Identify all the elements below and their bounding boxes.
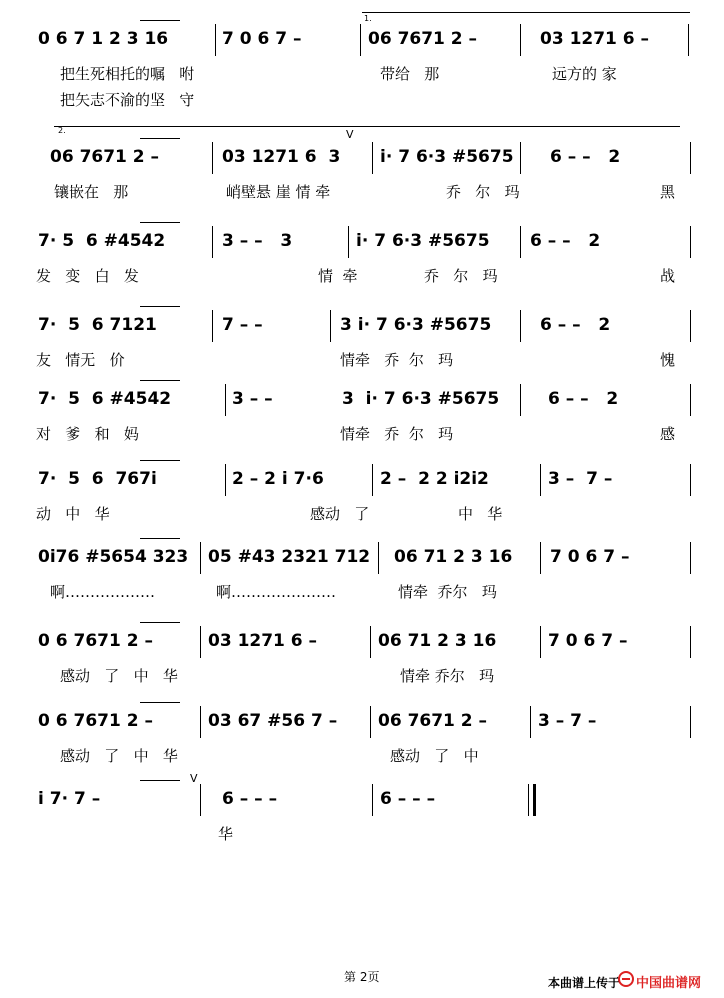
note-group: 2 – 2 2 i2i2	[380, 469, 489, 489]
bar-line	[540, 464, 541, 496]
note-group: i 7· 7 –	[38, 789, 101, 809]
note-group: 3 – 7 –	[538, 711, 597, 731]
bar-line	[200, 784, 201, 816]
bar-line	[520, 24, 521, 56]
note-group: 3 – –	[232, 389, 273, 409]
volta-1-bracket	[362, 12, 690, 13]
note-group: 03 67 #56 7 –	[208, 711, 338, 731]
note-group: 06 71 2 3 16	[378, 631, 497, 651]
note-group: i· 7 6·3 #5675	[356, 231, 490, 251]
breath-mark: V	[346, 128, 354, 141]
lyric-line: 情牵 乔尔 玛	[400, 667, 495, 685]
bar-line	[212, 310, 213, 342]
lyric-line: 对 爹 和 妈	[36, 425, 139, 443]
note-group: 6 – – –	[222, 789, 278, 809]
bar-line	[215, 24, 216, 56]
lyric-line: 华	[218, 825, 234, 843]
bar-line	[372, 464, 373, 496]
bar-line	[520, 384, 521, 416]
breath-mark: V	[190, 772, 198, 785]
slur-line	[140, 380, 180, 381]
note-group: 7· 5 6 #4542	[38, 231, 166, 251]
bar-line	[360, 24, 361, 56]
bar-line	[690, 142, 691, 174]
slur-line	[140, 538, 180, 539]
lyric-line: 战	[660, 267, 676, 285]
note-group: 0i76 #5654 323	[38, 547, 189, 567]
upload-note: 本曲谱上传于	[548, 976, 621, 990]
lyric-line: 情 牵	[318, 267, 358, 285]
note-group: 06 7671 2 –	[50, 147, 160, 167]
lyric-line: 啊…………………	[216, 583, 337, 601]
note-group: 0 6 7 1 2 3 16	[38, 29, 169, 49]
slur-line	[140, 222, 180, 223]
lyric-line: 黑	[660, 183, 676, 201]
note-group: 6 – – –	[380, 789, 436, 809]
lyric-line: 愧	[660, 351, 676, 369]
final-barline	[528, 784, 529, 816]
lyric-line-verse2: 把矢志不渝的坚 守	[60, 91, 195, 109]
note-group: 6 – – 2	[540, 315, 611, 335]
bar-line	[520, 310, 521, 342]
lyric-line: 感动 了	[310, 505, 370, 523]
note-group: 0 6 7671 2 –	[38, 631, 153, 651]
note-group: 3 i· 7 6·3 #5675	[342, 389, 500, 409]
lyric-line: 乔 尔 玛	[424, 267, 498, 285]
lyric-line: 发 变 白 发	[36, 267, 139, 285]
site-logo-text: 中国曲谱网	[636, 976, 702, 991]
lyric-line: 啊………………	[50, 583, 156, 601]
note-group: 6 – – 2	[530, 231, 601, 251]
note-group: 2 – 2 i 7·6	[232, 469, 324, 489]
bar-line	[348, 226, 349, 258]
note-group: 03 1271 6 –	[208, 631, 318, 651]
note-group: i· 7 6·3 #5675	[380, 147, 514, 167]
lyric-line: 带给 那	[380, 65, 440, 83]
bar-line	[520, 142, 521, 174]
note-group: 3 i· 7 6·3 #5675	[340, 315, 492, 335]
volta-2-label: 2.	[58, 126, 66, 135]
bar-line	[530, 706, 531, 738]
bar-line	[330, 310, 331, 342]
slur-line	[140, 702, 180, 703]
bar-line	[378, 542, 379, 574]
lyric-line: 情牵 乔尔 玛	[398, 583, 497, 601]
note-group: 7· 5 6 7121	[38, 315, 157, 335]
note-group: 06 7671 2 –	[368, 29, 478, 49]
bar-line	[690, 310, 691, 342]
note-group: 7· 5 6 767i	[38, 469, 157, 489]
volta-2-bracket	[54, 126, 680, 127]
note-group: 0 6 7671 2 –	[38, 711, 153, 731]
note-group: 05 #43 2321 712	[208, 547, 371, 567]
bar-line	[540, 626, 541, 658]
bar-line	[225, 464, 226, 496]
note-group: 3 – – 3	[222, 231, 293, 251]
bar-line	[372, 784, 373, 816]
bar-line	[690, 464, 691, 496]
lyric-line: 中 华	[458, 505, 503, 523]
bar-line	[225, 384, 226, 416]
bar-line	[200, 706, 201, 738]
lyric-line: 峭壁悬 崖 情 牵	[226, 183, 331, 201]
slur-line	[140, 20, 180, 21]
note-group: 06 7671 2 –	[378, 711, 488, 731]
lyric-line: 乔 尔 玛	[446, 183, 520, 201]
note-group: 7· 5 6 #4542	[38, 389, 172, 409]
lyric-line: 把生死相托的嘱 咐	[60, 65, 195, 83]
bar-line	[690, 384, 691, 416]
page-number: 第 2页	[344, 970, 380, 984]
lyric-line: 友 情无 价	[36, 351, 125, 369]
lyric-line: 感	[660, 425, 676, 443]
note-group: 03 1271 6 –	[540, 29, 650, 49]
site-logo	[636, 972, 701, 991]
note-group: 6 – – 2	[550, 147, 621, 167]
note-group: 3 – 7 –	[548, 469, 613, 489]
bar-line	[212, 226, 213, 258]
note-group: 03 1271 6 3	[222, 147, 341, 167]
bar-line	[690, 542, 691, 574]
note-group: 7 0 6 7 –	[550, 547, 630, 567]
lyric-line: 感动 了 中	[390, 747, 479, 765]
lyric-line: 情牵 乔 尔 玛	[340, 425, 454, 443]
volta-1-label: 1.	[364, 14, 372, 23]
bar-line	[370, 706, 371, 738]
bar-line	[200, 626, 201, 658]
lyric-line: 情牵 乔 尔 玛	[340, 351, 454, 369]
logo-icon	[617, 970, 635, 988]
bar-line	[200, 542, 201, 574]
slur-line	[140, 622, 180, 623]
final-barline	[533, 784, 536, 816]
bar-line	[540, 542, 541, 574]
note-group: 7 0 6 7 –	[548, 631, 628, 651]
slur-line	[140, 306, 180, 307]
lyric-line: 动 中 华	[36, 505, 110, 523]
slur-line	[140, 138, 180, 139]
lyric-line: 感动 了 中 华	[60, 747, 178, 765]
note-group: 6 – – 2	[548, 389, 619, 409]
bar-line	[690, 706, 691, 738]
slur-line	[140, 460, 180, 461]
bar-line	[212, 142, 213, 174]
bar-line	[690, 626, 691, 658]
note-group: 06 71 2 3 16	[394, 547, 513, 567]
bar-line	[370, 626, 371, 658]
note-group: 7 0 6 7 –	[222, 29, 302, 49]
bar-line	[520, 226, 521, 258]
bar-line	[372, 142, 373, 174]
lyric-line: 感动 了 中 华	[60, 667, 178, 685]
lyric-line: 远方的 家	[552, 65, 617, 83]
slur-line	[140, 780, 180, 781]
lyric-line: 镶嵌在 那	[54, 183, 129, 201]
bar-line	[690, 226, 691, 258]
bar-line	[688, 24, 689, 56]
note-group: 7 – –	[222, 315, 263, 335]
